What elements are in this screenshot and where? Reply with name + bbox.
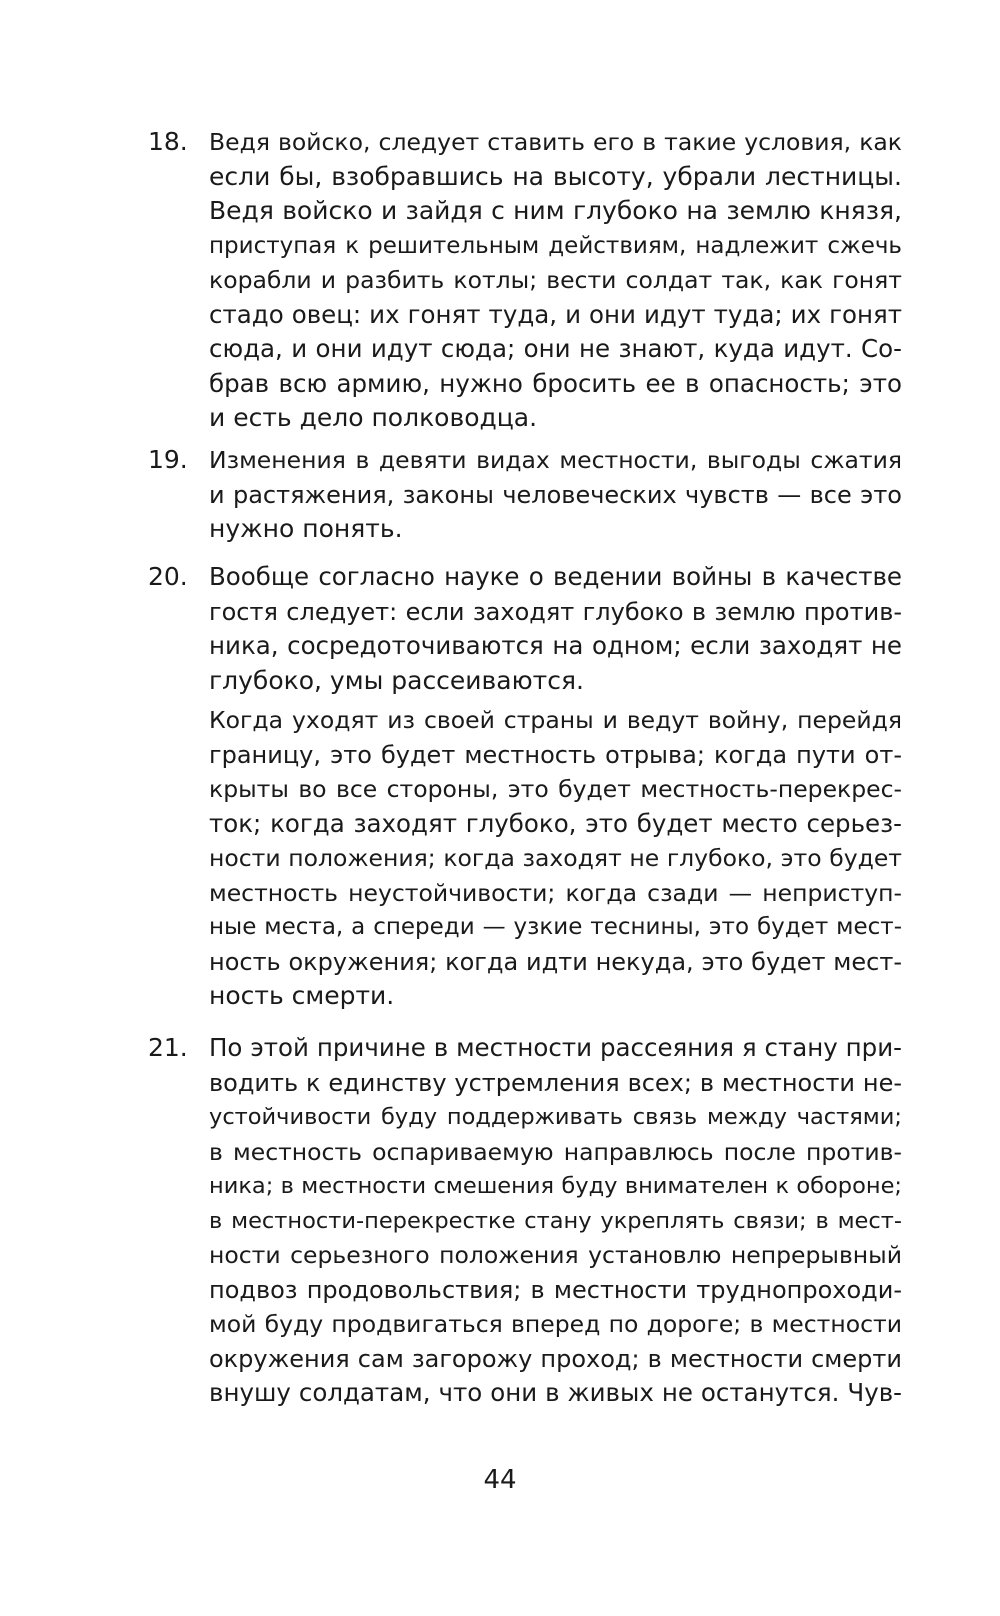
text-line: брав всю армию, нужно бросить ее в опасность; это bbox=[209, 368, 902, 398]
text-line: ности серьезного положения установлю непрерывный bbox=[209, 1241, 902, 1269]
text-line: сюда, и они идут сюда; они не знают, куда идут. Со- bbox=[209, 334, 902, 363]
text-line: ность смерти. bbox=[209, 981, 395, 1010]
text-line: гостя следует: если заходят глубоко в землю против- bbox=[209, 597, 902, 626]
paragraph-text bbox=[209, 443, 902, 547]
text-line: нужно понять. bbox=[209, 514, 403, 543]
paragraph-number: 19. bbox=[148, 445, 188, 474]
text-line: внушу солдатам, что они в живых не останутся. Чув- bbox=[209, 1378, 902, 1407]
text-line: мой буду продвигаться вперед по дороге; в местности bbox=[209, 1310, 902, 1338]
text-line: Ведя войско, следует ставить его в такие условия, как bbox=[209, 128, 902, 156]
text-line: ности положения; когда заходят не глубоко, это будет bbox=[209, 844, 902, 872]
text-line: устойчивости буду поддерживать связь между частями; bbox=[209, 1104, 902, 1130]
text-line: в местность оспариваемую направлюсь после против- bbox=[209, 1137, 902, 1166]
paragraph-text bbox=[209, 125, 902, 436]
paragraph-number: 20. bbox=[148, 562, 188, 591]
text-line: в местности-перекрестке стану укреплять связи; в мест- bbox=[209, 1207, 902, 1234]
text-line: и растяжения, законы человеческих чувств — все это bbox=[209, 480, 902, 509]
text-line: и есть дело полководца. bbox=[209, 403, 538, 432]
text-line: приступая к решительным действиям, надлежит сжечь bbox=[209, 232, 902, 259]
paragraph-text bbox=[209, 560, 902, 698]
text-line: водить к единству устремления всех; в местности не- bbox=[209, 1068, 902, 1097]
paragraph-text bbox=[209, 1031, 902, 1411]
text-line: Ведя войско и зайдя с ним глубоко на землю князя, bbox=[209, 196, 902, 225]
text-line: стадо овец: их гонят туда, и они идут туда; их гонят bbox=[209, 299, 902, 329]
text-line: границу, это будет местность отрыва; когда пути от- bbox=[209, 740, 902, 769]
text-line: Изменения в девяти видах местности, выгоды сжатия bbox=[209, 446, 902, 474]
text-line: ника, сосредоточиваются на одном; если заходят не bbox=[209, 631, 902, 660]
text-line: ность окружения; когда идти некуда, это будет мест- bbox=[209, 947, 902, 976]
text-line: крыты во все стороны, это будет местность-перекрес- bbox=[209, 775, 902, 803]
text-line: Вообще согласно науке о ведении войны в качестве bbox=[209, 562, 902, 591]
paragraph-number: 18. bbox=[148, 127, 188, 156]
text-line: глубоко, умы рассеиваются. bbox=[209, 665, 584, 695]
text-line: окружения сам загорожу проход; в местности смерти bbox=[209, 1344, 902, 1373]
text-line: ника; в местности смешения буду внимателен к обороне; bbox=[209, 1173, 902, 1199]
text-line: если бы, взобравшись на высоту, убрали лестницы. bbox=[209, 161, 902, 191]
paragraph-text bbox=[209, 703, 902, 1014]
text-line: ные места, а спереди — узкие теснины, это будет мест- bbox=[209, 914, 902, 940]
page-number: 44 bbox=[483, 1465, 517, 1495]
text-line: корабли и разбить котлы; вести солдат так, как гонят bbox=[209, 266, 902, 294]
text-line: подвоз продовольствия; в местности труднопроходи- bbox=[209, 1275, 902, 1304]
text-line: местность неустойчивости; когда сзади — неприступ- bbox=[209, 878, 902, 907]
text-line: По этой причине в местности рассеяния я стану при- bbox=[209, 1033, 902, 1062]
text-line: Когда уходят из своей страны и ведут войну, перейдя bbox=[209, 706, 902, 734]
paragraph-number: 21. bbox=[148, 1033, 188, 1062]
text-line: ток; когда заходят глубоко, это будет место серьез- bbox=[209, 808, 902, 838]
